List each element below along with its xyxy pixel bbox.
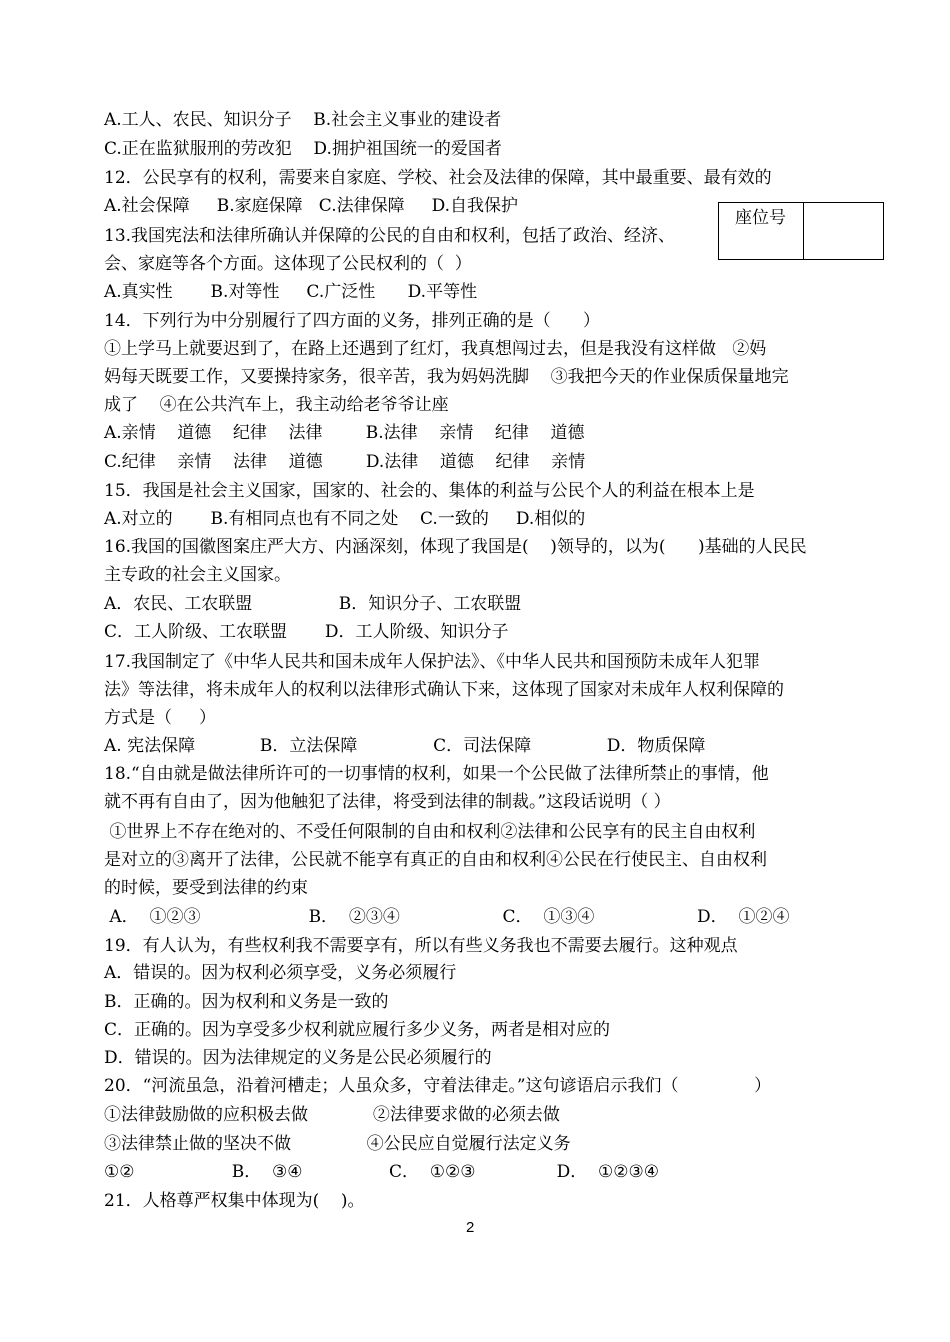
text-line: A．农民、工农联盟 B．知识分子、工农联盟 — [104, 594, 522, 614]
text-line: 法》等法律，将未成年人的权利以法律形式确认下来，这体现了国家对未成年人权利保障的 — [104, 680, 784, 700]
seat-number-label: 座位号 — [718, 202, 804, 260]
text-line: ①法律鼓励做的应积极去做 ②法律要求做的必须去做 — [104, 1105, 560, 1125]
text-line: ①世界上不存在绝对的、不受任何限制的自由和权利②法律和公民享有的民主自由权利 — [104, 822, 756, 842]
text-line: C.纪律 亲情 法律 道德 D.法律 道德 纪律 亲情 — [104, 452, 586, 472]
text-line: ③法律禁止做的坚决不做 ④公民应自觉履行法定义务 — [104, 1134, 571, 1154]
text-line: 14．下列行为中分别履行了四方面的义务，排列正确的是（ ） — [104, 311, 601, 331]
text-line: ①② B． ③④ C． ①②③ D． ①②③④ — [104, 1162, 659, 1182]
page-number: 2 — [466, 1219, 475, 1236]
text-line: A.亲情 道德 纪律 法律 B.法律 亲情 纪律 道德 — [104, 423, 585, 443]
text-line: 18.“自由就是做法律所许可的一切事情的权利，如果一个公民做了法律所禁止的事情，他 — [104, 764, 769, 784]
text-line: A.真实性 B.对等性 C.广泛性 D.平等性 — [104, 282, 478, 302]
text-line: A.工人、农民、知识分子 B.社会主义事业的建设者 — [104, 110, 502, 130]
text-line: A． ①②③ B． ②③④ C． ①③④ D． ①②④ — [104, 907, 790, 927]
text-line: ①上学马上就要迟到了，在路上还遇到了红灯，我真想闯过去，但是我没有这样做 ②妈 — [104, 339, 767, 359]
text-line: 的时候，要受到法律的约束 — [104, 878, 308, 898]
text-line: 方式是（ ） — [104, 708, 217, 728]
text-line: 成了 ④在公共汽车上，我主动给老爷爷让座 — [104, 395, 449, 415]
text-line: 15．我国是社会主义国家，国家的、社会的、集体的利益与公民个人的利益在根本上是 — [104, 481, 755, 501]
text-line: 主专政的社会主义国家。 — [104, 565, 291, 585]
text-line: C．工人阶级、工农联盟 D．工人阶级、知识分子 — [104, 622, 509, 642]
text-line: 19．有人认为，有些权利我不需要享有，所以有些义务我也不需要去履行。这种观点 — [104, 936, 738, 956]
text-line: A．错误的。因为权利必须享受，义务必须履行 — [104, 963, 457, 983]
text-line: 12．公民享有的权利，需要来自家庭、学校、社会及法律的保障，其中最重要、最有效的 — [104, 168, 772, 188]
text-line: A. 宪法保障 B．立法保障 C．司法保障 D．物质保障 — [104, 736, 706, 756]
text-line: 17.我国制定了《中华人民共和国未成年人保护法》、《中华人民共和国预防未成年人犯罪 — [104, 652, 761, 672]
text-line: C．正确的。因为享受多少权利就应履行多少义务，两者是相对应的 — [104, 1020, 611, 1040]
text-line: 21．人格尊严权集中体现为( )。 — [104, 1191, 365, 1211]
text-line: C.正在监狱服刑的劳改犯 D.拥护祖国统一的爱国者 — [104, 139, 502, 159]
text-line: 13.我国宪法和法律所确认并保障的公民的自由和权利，包括了政治、经济、 — [104, 226, 676, 246]
text-line: 就不再有自由了，因为他触犯了法律，将受到法律的制裁。”这段话说明（ ） — [104, 792, 671, 812]
text-line: D．错误的。因为法律规定的义务是公民必须履行的 — [104, 1048, 492, 1068]
seat-number-field — [804, 202, 884, 260]
text-line: B．正确的。因为权利和义务是一致的 — [104, 992, 389, 1012]
text-line: A.社会保障 B.家庭保障 C.法律保障 D.自我保护 — [104, 196, 519, 216]
text-line: 会、家庭等各个方面。这体现了公民权利的（ ） — [104, 254, 472, 274]
seat-number-box — [718, 202, 884, 262]
text-line: 妈每天既要工作，又要操持家务，很辛苦，我为妈妈洗脚 ③我把今天的作业保质保量地完 — [104, 367, 789, 387]
text-line: 是对立的③离开了法律，公民就不能享有真正的自由和权利④公民在行使民主、自由权利 — [104, 850, 767, 870]
text-line: 20．“河流虽急，沿着河槽走；人虽众多，守着法律走。”这句谚语启示我们（ ） — [104, 1076, 772, 1096]
text-line: 16.我国的国徽图案庄严大方、内涵深刻，体现了我国是( )领导的，以为( )基础的人民民 — [104, 537, 807, 557]
text-line: A.对立的 B.有相同点也有不同之处 C.一致的 D.相似的 — [104, 509, 586, 529]
